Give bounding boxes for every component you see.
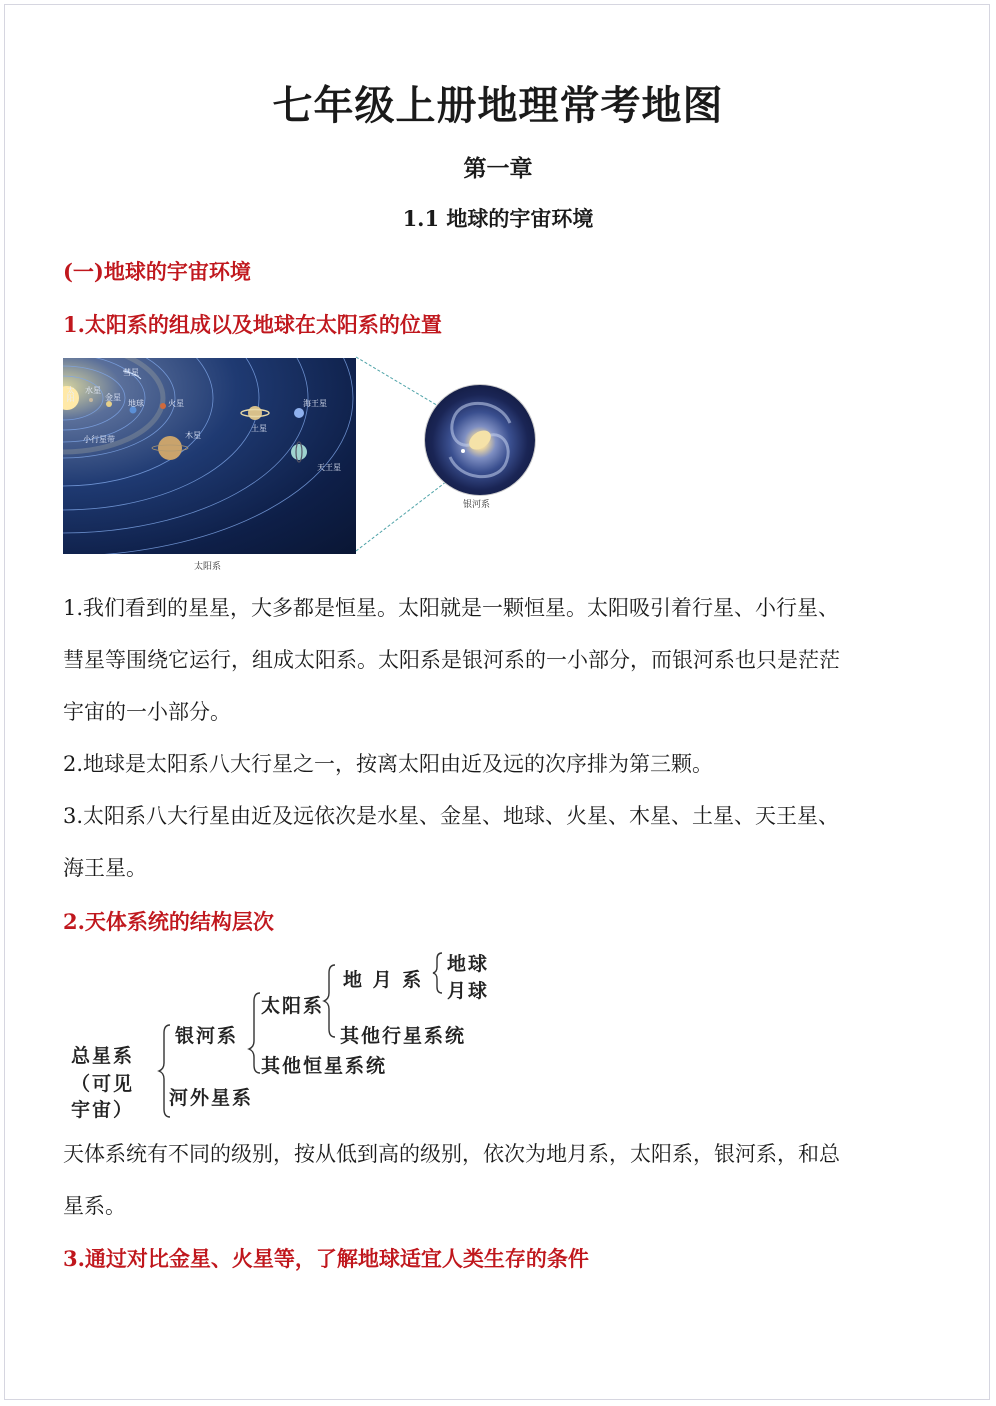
subheading-habitability: 3.通过对比金星、火星等，了解地球适宜人类生存的条件 (63, 1246, 589, 1271)
jupiter-label: 木星 (185, 431, 201, 440)
asteroid-belt-label: 小行星带 (83, 435, 115, 444)
paragraph-4-line-2: 星系。 (63, 1194, 126, 1218)
root-line-3: 宇宙） (71, 1099, 135, 1121)
sun-label: 太阳 (66, 386, 75, 402)
extragalactic-node: 河外星系 (169, 1087, 254, 1109)
root-line-1: 总星系 (71, 1045, 135, 1067)
milky-way-node: 银河系 (175, 1025, 239, 1047)
mars-label: 火星 (168, 399, 184, 408)
moon-node: 月球 (447, 980, 490, 1002)
mercury-label: 水星 (85, 386, 101, 395)
paragraph-4 (63, 1128, 943, 1232)
paragraph-1-line-3: 宇宙的一小部分。 (63, 700, 231, 724)
section-heading: 1.1 地球的宇宙环境 (402, 206, 594, 231)
main-heading: (一)地球的宇宙环境 (63, 259, 251, 284)
celestial-hierarchy-diagram (63, 945, 513, 1125)
solar-system-node: 太阳系 (261, 995, 325, 1017)
paragraph-1 (63, 582, 943, 738)
solar-system-image (63, 358, 356, 554)
page-title: 七年级上册地理常考地图 (272, 82, 724, 129)
paragraph-3 (63, 790, 943, 894)
paragraph-1-line-1: 1.我们看到的星星，大多都是恒星。太阳就是一颗恒星。太阳吸引着行星、小行星、 (63, 596, 840, 620)
saturn-label: 土星 (251, 424, 267, 433)
solar-system-caption: 太阳系 (194, 562, 222, 572)
comet-label: 彗星 (123, 368, 139, 377)
subheading-solar-system: 1.太阳系的组成以及地球在太阳系的位置 (63, 312, 442, 337)
paragraph-1-line-2: 彗星等围绕它运行，组成太阳系。太阳系是银河系的一小部分，而银河系也只是茫茫 (63, 648, 840, 672)
earth-node: 地球 (447, 953, 490, 975)
earth-moon-node: 地 月 系 (343, 969, 424, 991)
uranus-label: 天王星 (317, 463, 341, 472)
galaxy-image (425, 385, 535, 495)
paragraph-2: 2.地球是太阳系八大行星之一，按离太阳由近及远的次序排为第三颗。 (63, 752, 714, 776)
other-planets-node: 其他行星系统 (340, 1025, 467, 1047)
paragraph-3-line-1: 3.太阳系八大行星由近及远依次是水星、金星、地球、火星、木星、土星、天王星、 (63, 804, 840, 828)
paragraph-3-line-2: 海王星。 (63, 856, 147, 880)
venus-label: 金星 (105, 393, 121, 402)
galaxy-caption: 银河系 (463, 500, 491, 510)
chapter-heading: 第一章 (463, 155, 533, 182)
subheading-celestial-systems: 2.天体系统的结构层次 (63, 909, 274, 934)
root-line-2: （可见 (71, 1073, 135, 1095)
paragraph-4-line-1: 天体系统有不同的级别，按从低到高的级别，依次为地月系，太阳系，银河系，和总 (63, 1142, 840, 1166)
other-stars-node: 其他恒星系统 (261, 1055, 388, 1077)
earth-label: 地球 (128, 399, 144, 408)
neptune-label: 海王星 (303, 399, 327, 408)
